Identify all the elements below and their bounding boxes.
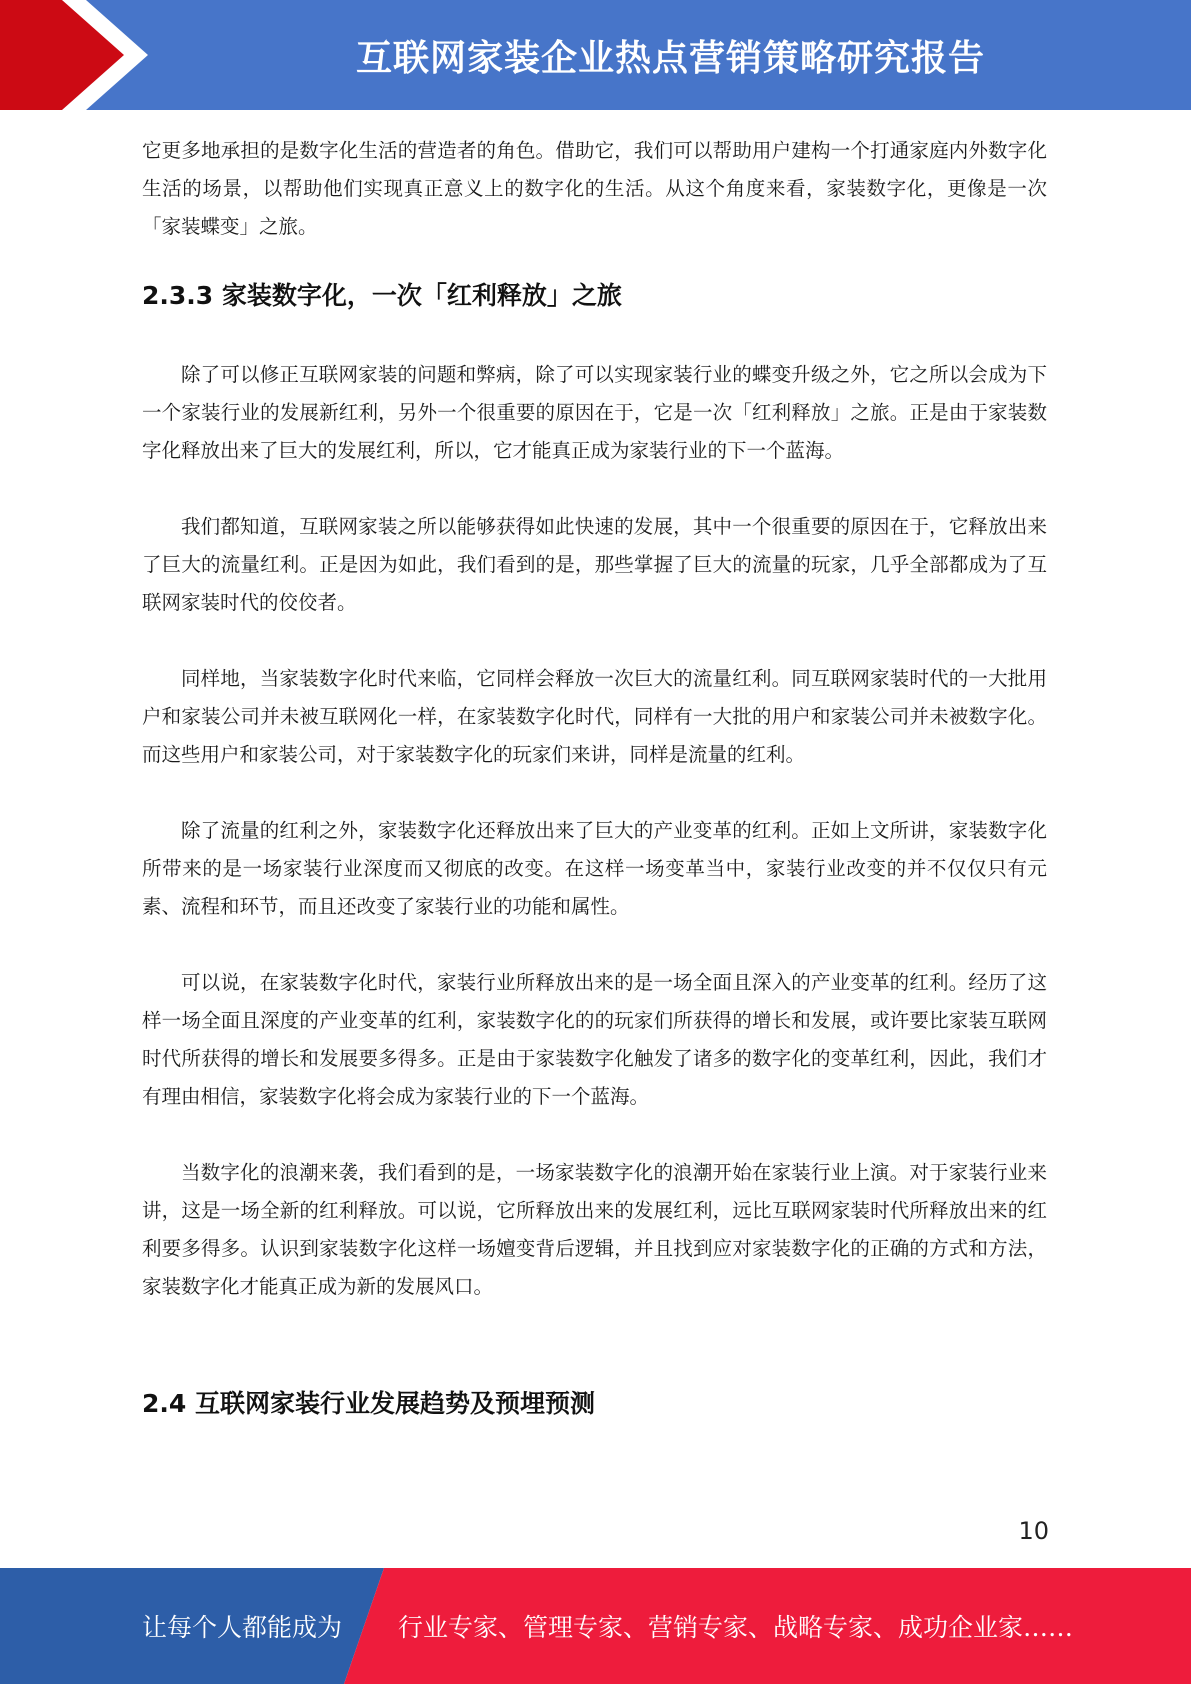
body-paragraph: 除了流量的红利之外，家装数字化还释放出来了巨大的产业变革的红利。正如上文所讲，家装数字化所带来的是一场家装行业深度而又彻底的改变。在这样一场变革当中，家装行业改变的并不仅仅只有元素、流程和环节，而且还改变了家装行业的功能和属性。 xyxy=(142,819,1047,918)
body-paragraph: 除了可以修正互联网家装的问题和弊病，除了可以实现家装行业的蝶变升级之外，它之所以会成为下一个家装行业的发展新红利，另外一个很重要的原因在于，它是一次「红利释放」之旅。正是由于家装数字化释放出来了巨大的发展红利，所以，它才能真正成为家装行业的下一个蓝海。 xyxy=(142,363,1047,462)
page-content xyxy=(142,132,1047,1424)
footer-slogan-left: 让每个人都能成为 xyxy=(142,1613,343,1642)
intro-paragraph: 它更多地承担的是数字化生活的营造者的角色。借助它，我们可以帮助用户建构一个打通家庭内外数字化生活的场景，以帮助他们实现真正意义上的数字化的生活。从这个角度来看，家装数字化，更像是一次「家装蝶变」之旅。 xyxy=(142,139,1047,238)
body-paragraph: 可以说，在家装数字化时代，家装行业所释放出来的是一场全面且深入的产业变革的红利。经历了这样一场全面且深度的产业变革的红利，家装数字化的的玩家们所获得的增长和发展，或许要比家装互联网时代所获得的增长和发展要多得多。正是由于家装数字化触发了诸多的数字化的变革红利，因此，我们才有理由相信，家装数字化将会成为家装行业的下一个蓝海。 xyxy=(142,971,1047,1108)
section-heading-2-4: 2.4 互联网家装行业发展趋势及预埋预测 xyxy=(142,1389,595,1418)
section-heading-2-3-3: 2.3.3 家装数字化，一次「红利释放」之旅 xyxy=(142,281,622,310)
body-paragraph: 我们都知道，互联网家装之所以能够获得如此快速的发展，其中一个很重要的原因在于，它释放出来了巨大的流量红利。正是因为如此，我们看到的是，那些掌握了巨大的流量的玩家，几乎全部都成为了互联网家装时代的佼佼者。 xyxy=(142,515,1047,614)
footer-slogan-right: 行业专家、管理专家、营销专家、战略专家、成功企业家…… xyxy=(398,1613,1074,1642)
page-footer xyxy=(0,1568,1191,1684)
body-paragraph: 同样地，当家装数字化时代来临，它同样会释放一次巨大的流量红利。同互联网家装时代的一大批用户和家装公司并未被互联网化一样，在家装数字化时代，同样有一大批的用户和家装公司并未被数字化。而这些用户和家装公司，对于家装数字化的玩家们来讲，同样是流量的红利。 xyxy=(142,667,1047,766)
body-paragraph: 当数字化的浪潮来袭，我们看到的是，一场家装数字化的浪潮开始在家装行业上演。对于家装行业来讲，这是一场全新的红利释放。可以说，它所释放出来的发展红利，远比互联网家装时代所释放出来的红利要多得多。认识到家装数字化这样一场嬗变背后逻辑，并且找到应对家装数字化的正确的方式和方法，家装数字化才能真正成为新的发展风口。 xyxy=(142,1161,1047,1298)
report-title: 互联网家装企业热点营销策略研究报告 xyxy=(355,37,985,79)
page-number: 10 xyxy=(1018,1517,1049,1545)
page-header xyxy=(0,0,1191,110)
